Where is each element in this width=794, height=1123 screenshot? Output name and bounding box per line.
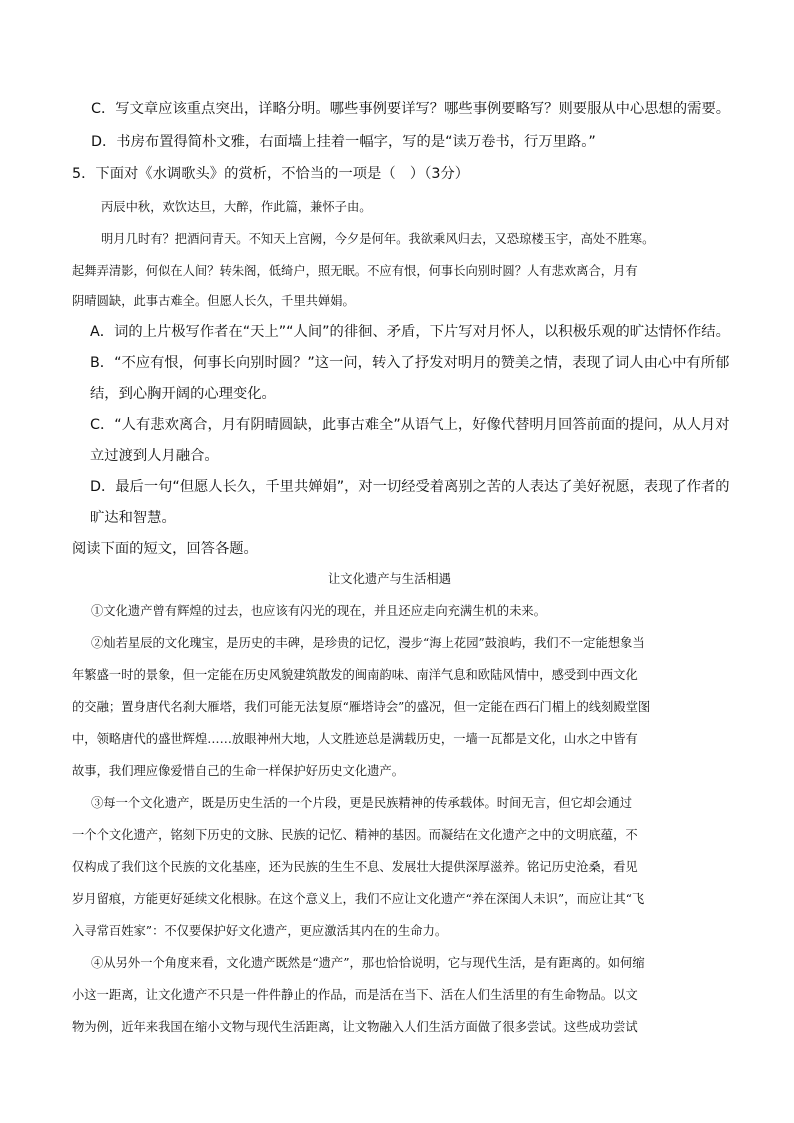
option-d-prev: D．书房布置得简朴文雅，右面墙上挂着一幅字，写的是“读万卷书，行万里路。” [91,134,596,150]
option-d-line-1: D．最后一句“但愿人长久，千里共婵娟”，对一切经受着离别之苦的人表达了美好祝愿，表现了作者的 [90,479,730,495]
poem-line-2: 起舞弄清影，何似在人间？转朱阁，低绮户，照无眠。不应有恨，何事长向别时圆？人有悲欢离合，月有 [72,264,638,278]
article-line: 的交融；置身唐代名刹大雁塔，我们可能无法复原“雁塔诗会”的盛况，但一定能在西石门楣上的线刻殿堂图 [72,700,651,714]
article-line: ②灿若星辰的文化瑰宝，是历史的丰碑，是珍贵的记忆，漫步“海上花园”鼓浪屿，我们不一定能想象当 [91,636,645,650]
option-c-line-1: C．“人有悲欢离合，月有阴晴圆缺，此事古难全”从语气上，好像代替明月回答前面的提问，从人月对 [90,417,730,433]
article-line: ③每一个文化遗产，既是历史生活的一个片段，更是民族精神的传承载体。时间无言，但它却会通过 [91,796,633,810]
option-c-prev: C．写文章应该重点突出，详略分明。哪些事例要详写？哪些事例要略写？则要服从中心思想的需要。 [91,101,731,117]
article-line: 仅构成了我们这个民族的文化基座，还为民族的生生不息、发展壮大提供深厚滋养。铭记历史沧桑，看见 [72,860,638,874]
option-d-line-2: 旷达和智慧。 [90,510,176,526]
article-line: 小这一距离，让文化遗产不只是一件件静止的作品，而是活在当下、活在人们生活里的有生命物品。以文 [72,988,638,1002]
article-line: 物为例，近年来我国在缩小文物与现代生活距离，让文物融入人们生活方面做了很多尝试。这些成功尝试 [72,1020,638,1034]
article-title: 让文化遗产与生活相遇 [328,572,451,586]
article-line: 一个个文化遗产，铭刻下历史的文脉、民族的记忆、精神的基因。而凝结在文化遗产之中的文明底蕴，不 [72,828,638,842]
article-line: 岁月留痕，方能更好延续文化根脉。在这个意义上，我们不应让文化遗产“养在深闺人未识”，而应让其“飞 [72,892,645,906]
poem-line-1: 明月几时有？把酒问青天。不知天上宫阙，今夕是何年。我欲乘风归去，又恐琼楼玉宇，高处不胜寒。 [101,232,655,246]
poem-preface: 丙辰中秋，欢饮达旦，大醉，作此篇，兼怀子由。 [101,200,372,214]
poem-line-3: 阴晴圆缺，此事古难全。但愿人长久，千里共婵娟。 [72,294,355,308]
article-line: ④从另外一个角度来看，文化遗产既然是“遗产”，那也恰恰说明，它与现代生活，是有距离的。如何缩 [91,956,645,970]
option-b-line-1: B．“不应有恨，何事长向别时圆？”这一问，转入了抒发对明月的赞美之情，表现了词人由心中有所郁 [90,355,730,371]
option-a: A．词的上片极写作者在“天上”“人间”的徘徊、矛盾，下片写对月怀人，以积极乐观的旷达情怀作结。 [90,324,730,340]
question-5-stem: 5．下面对《水调歌头》的赏析，不恰当的一项是（ ）（3分） [72,166,470,182]
article-line: 入寻常百姓家”：不仅要保护好文化遗产，更应激活其内在的生命力。 [72,924,448,938]
option-b-line-2: 结，到心胸开阔的心理变化。 [90,386,276,402]
reading-intro: 阅读下面的短文，回答各题。 [72,541,258,557]
article-line: 故事，我们理应像爱惜自己的生命一样保护好历史文化遗产。 [72,764,405,778]
article-line: ①文化遗产曾有辉煌的过去，也应该有闪光的现在，并且还应走向充满生机的未来。 [91,604,546,618]
article-line: 年繁盛一时的景象，但一定能在历史风貌建筑散发的闽南韵味、南洋气息和欧陆风情中，感受到中西文化 [72,668,638,682]
option-c-line-2: 立过渡到人月融合。 [90,448,219,464]
article-line: 中，领略唐代的盛世辉煌……放眼神州大地，人文胜迹总是满载历史，一墙一瓦都是文化，山水之中皆有 [72,732,638,746]
